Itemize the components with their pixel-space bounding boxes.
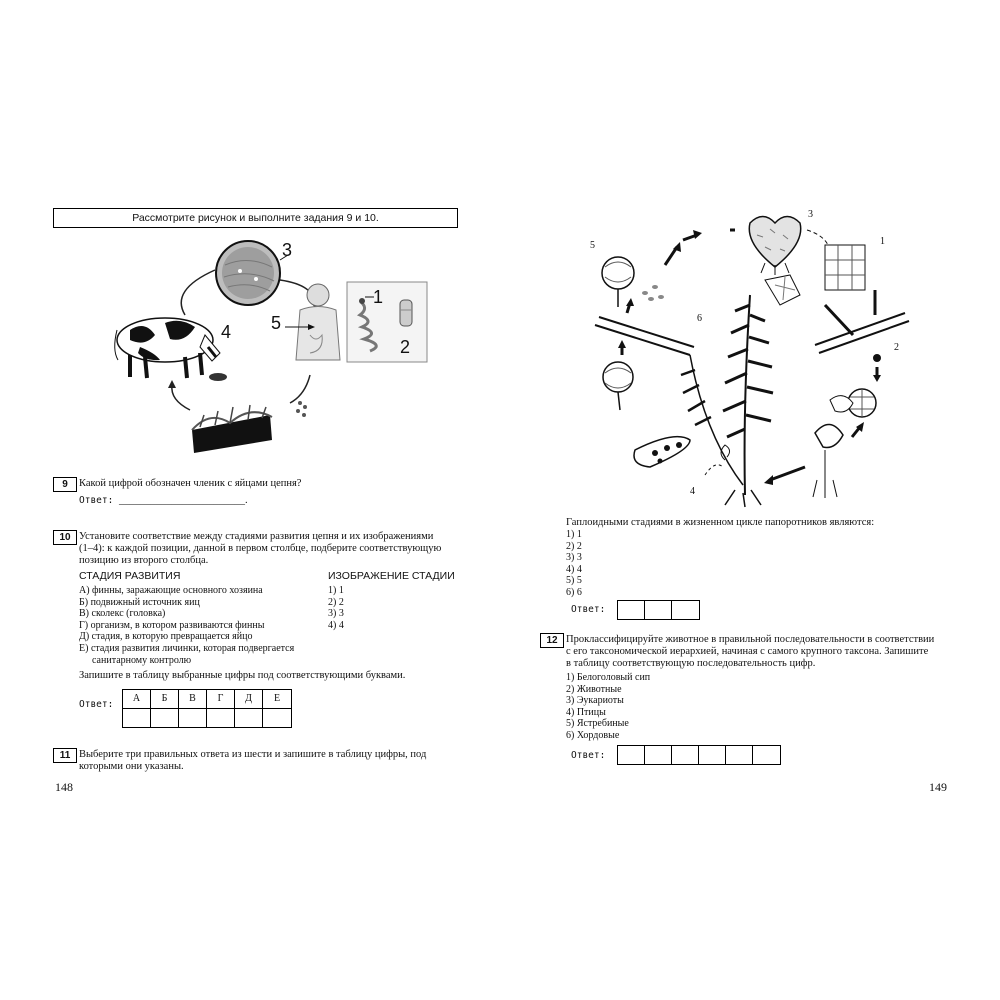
answer-table-input-row xyxy=(123,708,291,727)
taxon-option: 5) Ястребиные xyxy=(566,718,629,730)
fern-label-4: 4 xyxy=(690,486,695,497)
answer-input-cell[interactable] xyxy=(726,746,753,764)
answer-input-cell[interactable] xyxy=(263,709,291,727)
stage-item: В) сколекс (головка) xyxy=(79,608,166,620)
taxon-option: 1) Белоголовый сип xyxy=(566,672,651,683)
answer-input-cell[interactable] xyxy=(672,601,699,619)
haploid-answer-label: Ответ: xyxy=(571,604,606,615)
question-11-text xyxy=(79,749,426,773)
fern-plant xyxy=(681,295,773,507)
answer-letter-cell: Е xyxy=(273,693,281,704)
frond-with-sori xyxy=(634,437,690,467)
answer-input-cell[interactable] xyxy=(672,746,699,764)
question-11-text-line-2: которыми они указаны. xyxy=(79,761,184,772)
haploid-option: 5) 5 xyxy=(566,575,582,587)
answer-input-cell[interactable] xyxy=(207,709,235,727)
fern-label-2: 2 xyxy=(894,342,899,353)
haploid-answer-cells xyxy=(617,600,700,620)
question-12-text xyxy=(566,634,934,670)
zygote xyxy=(848,354,881,417)
right-page xyxy=(500,0,1000,1000)
cow-drawing xyxy=(115,318,227,381)
fern-label-1: 1 xyxy=(880,236,885,247)
haploid-option: 3) 3 xyxy=(566,552,582,564)
question-11-number: 11 xyxy=(53,748,77,763)
answer-input-cell[interactable] xyxy=(618,601,645,619)
young-sporophyte xyxy=(813,396,853,498)
column-header-images: ИЗОБРАЖЕНИЕ СТАДИИ xyxy=(328,570,455,582)
haploid-option: 1) 1 xyxy=(566,529,582,540)
taxon-option: 3) Эукариоты xyxy=(566,695,624,707)
answer-input-cell[interactable] xyxy=(235,709,263,727)
haploid-options-list xyxy=(566,529,582,599)
figure-label-2: 2 xyxy=(400,337,411,357)
taxon-option: 4) Птицы xyxy=(566,706,606,718)
answer-input-cell[interactable] xyxy=(645,746,672,764)
question-9-answer-line[interactable]: ________________________. xyxy=(119,495,248,506)
question-12-text-line-2: с его таксономической иерархией, начиная с самого крупного таксона. Запишите xyxy=(566,646,929,657)
haploid-question-text: Гаплоидными стадиями в жизненном цикле папоротников являются: xyxy=(566,517,875,528)
taxon-option: 2) Животные xyxy=(566,683,622,695)
question-12-number: 12 xyxy=(540,633,564,648)
haploid-option: 6) 6 xyxy=(566,586,582,598)
taxon-option: 6) Хордовые xyxy=(566,729,620,741)
fern-lifecycle-figure xyxy=(585,205,915,510)
question-10-answer-label: Ответ: xyxy=(79,699,114,710)
figure-label-1: 1 xyxy=(373,287,384,307)
answer-input-cell[interactable] xyxy=(753,746,780,764)
page-number-left: 148 xyxy=(55,780,73,794)
answer-table-letters-row xyxy=(123,690,291,708)
stage-item: Е) стадия развития личинки, которая подвергается xyxy=(79,642,295,654)
question-12-answer-cells xyxy=(617,745,781,765)
question-9-number: 9 xyxy=(53,477,77,492)
answer-input-cell[interactable] xyxy=(179,709,207,727)
figure-label-3: 3 xyxy=(282,240,293,260)
magnified-meat-circle xyxy=(216,241,280,305)
figure-label-5: 5 xyxy=(271,313,282,333)
question-12-text-line-3: в таблицу соответствующую последовательность цифр. xyxy=(566,658,816,669)
answer-letter-cell: В xyxy=(179,690,207,708)
question-9-answer-label: Ответ: xyxy=(79,495,120,506)
answer-letter-cell: Б xyxy=(151,690,179,708)
haploid-option: 4) 4 xyxy=(566,563,582,575)
stage-item: Б) подвижный источник яиц xyxy=(79,596,200,608)
figure-header-text: Рассмотрите рисунок и выполните задания 9 и 10. xyxy=(132,212,379,224)
answer-input-cell[interactable] xyxy=(699,746,726,764)
answer-input-cell[interactable] xyxy=(123,709,151,727)
eggs-drawing xyxy=(296,401,307,417)
question-9-answer[interactable] xyxy=(79,495,248,507)
taxa-options-list xyxy=(566,672,650,742)
question-11-text-line-1: Выберите три правильных ответа из шести и запишите в таблицу цифры, под xyxy=(79,749,427,760)
pasture-drawing xyxy=(192,405,272,453)
answer-input-cell[interactable] xyxy=(151,709,179,727)
question-10-number: 10 xyxy=(53,530,77,545)
question-12-answer-label: Ответ: xyxy=(571,750,606,761)
answer-input-cell[interactable] xyxy=(618,746,645,764)
stage-item: А) финны, заражающие основного хозяина xyxy=(79,585,263,596)
image-item: 4) 4 xyxy=(328,619,344,631)
stage-item: Г) организм, в котором развиваются финны xyxy=(79,619,265,631)
image-item: 1) 1 xyxy=(328,585,344,596)
image-list xyxy=(328,585,344,631)
tapeworm-inset-box xyxy=(347,282,427,362)
question-9-text: Какой цифрой обозначен членик с яйцами цепня? xyxy=(79,478,302,489)
answer-letter-cell: А xyxy=(123,690,151,708)
question-10-answer-table xyxy=(122,689,292,728)
question-10-text-line-1: Установите соответствие между стадиями развития цепня и их изображениями xyxy=(79,531,434,542)
question-10-text xyxy=(79,531,459,567)
sporangium-bottom xyxy=(603,340,633,410)
image-item: 2) 2 xyxy=(328,596,344,608)
figure-label-4: 4 xyxy=(221,322,232,342)
fern-label-6: 6 xyxy=(697,313,702,324)
image-item: 3) 3 xyxy=(328,608,344,620)
stage-item-continuation: санитарному контролю xyxy=(92,654,192,666)
page-number-right: 149 xyxy=(929,780,947,794)
answer-input-cell[interactable] xyxy=(645,601,672,619)
question-12-text-line-1: Проклассифицируйте животное в правильной последовательности в соответствии xyxy=(566,634,935,645)
prothallus-heart xyxy=(749,217,800,276)
figure-header-box xyxy=(53,208,458,228)
stage-list xyxy=(79,585,294,666)
tapeworm-lifecycle-figure xyxy=(100,235,440,460)
fern-label-3: 3 xyxy=(808,209,813,220)
haploid-option: 2) 2 xyxy=(566,540,582,552)
question-10-text-line-2: (1–4): к каждой позиции, данной в первом столбце, подберите соответствующую xyxy=(79,543,442,554)
spores xyxy=(642,285,664,301)
stage-item: Д) стадия, в которую превращается яйцо xyxy=(79,631,253,643)
question-10-text-line-3: позицию из второго столбца. xyxy=(79,555,209,566)
column-header-stages: СТАДИЯ РАЗВИТИЯ xyxy=(79,570,181,582)
fern-label-5: 5 xyxy=(590,240,595,251)
answer-letter-cell: Д xyxy=(235,690,263,708)
question-10-instruction: Запишите в таблицу выбранные цифры под соответствующими буквами. xyxy=(79,670,406,681)
sporangium-top xyxy=(602,257,634,307)
answer-letter-cell: Г xyxy=(207,690,235,708)
human-figure xyxy=(285,284,340,360)
